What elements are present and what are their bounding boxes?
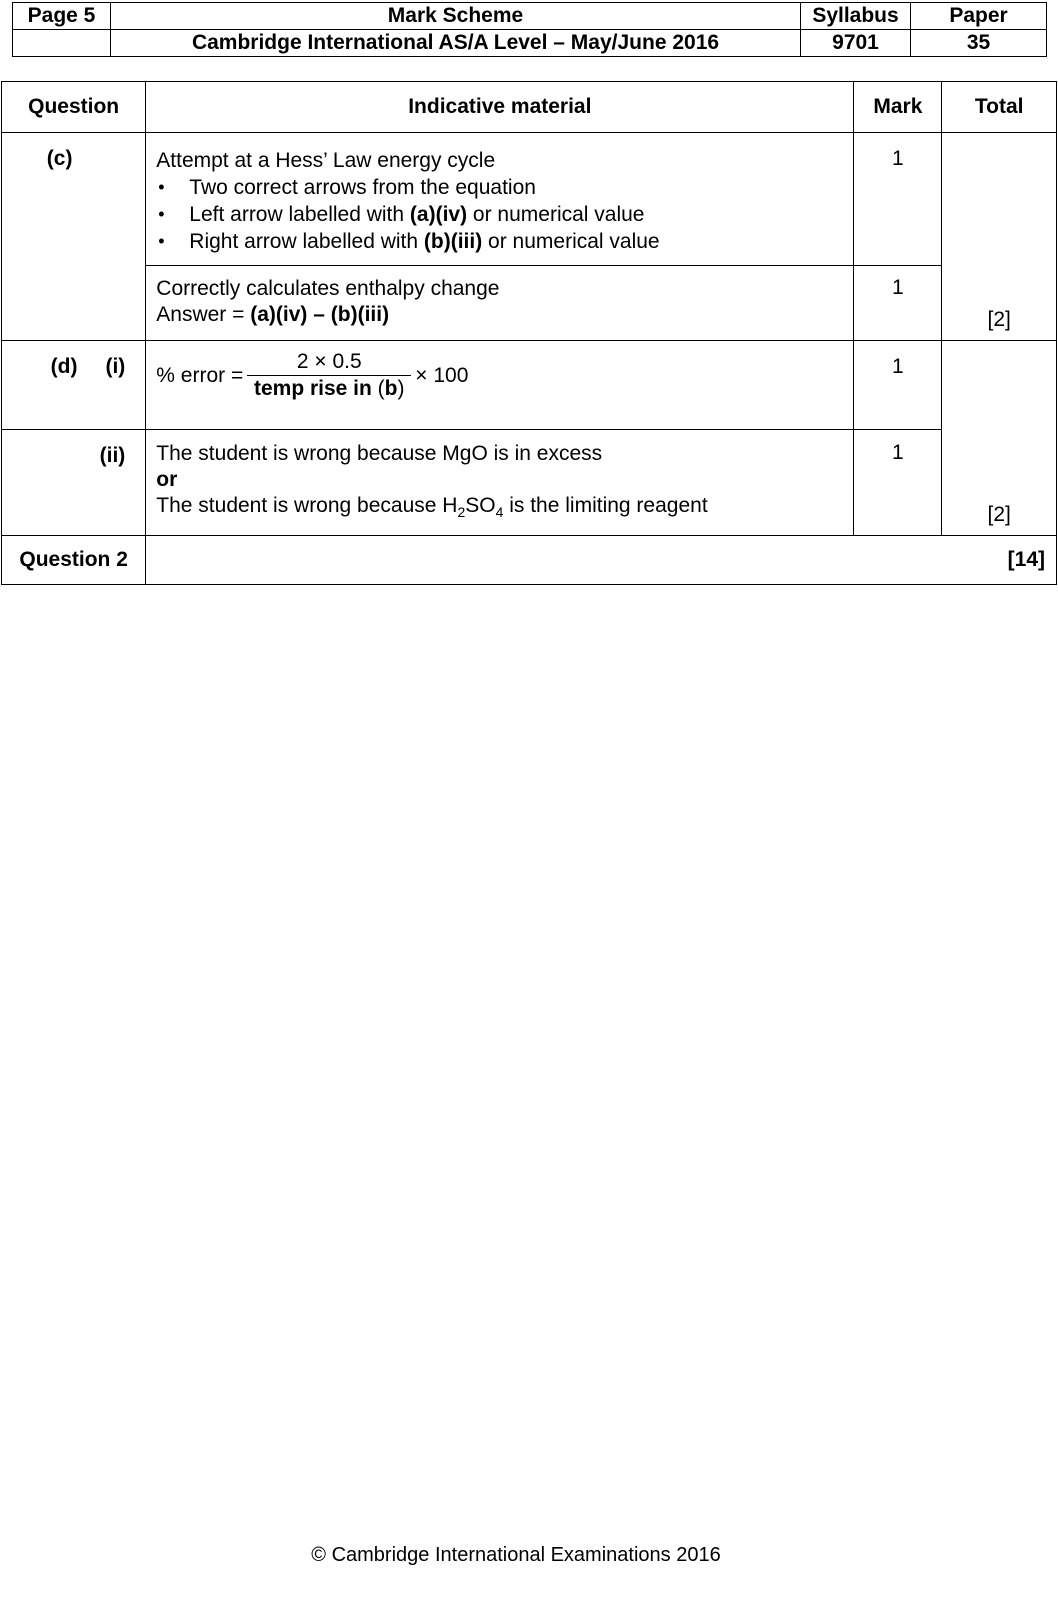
formula-fraction <box>247 351 411 402</box>
bullet-item: • Right arrow labelled with (b)(iii) or numerical value <box>156 228 843 255</box>
question-total-value: [14] <box>146 536 1057 585</box>
column-question: Question <box>2 82 146 133</box>
formula-suffix: × 100 <box>415 364 469 387</box>
column-mark: Mark <box>854 82 942 133</box>
question-c-total: [2] <box>942 133 1057 341</box>
row-d-i-material <box>146 341 854 430</box>
row-c-part1-mark: 1 <box>854 133 942 266</box>
row-c-part2-line1: Correctly calculates enthalpy change <box>156 277 500 300</box>
bullet-item: • Two correct arrows from the equation <box>156 174 843 201</box>
question-total-label: Question 2 <box>2 536 146 585</box>
formula-denominator: temp rise in (b) <box>253 376 405 400</box>
row-c-part2 <box>2 266 1057 341</box>
row-d-ii-material <box>146 430 854 536</box>
question-d-ii-label: (ii) <box>2 430 146 536</box>
column-material: Indicative material <box>146 82 854 133</box>
formula-numerator: 2 × 0.5 <box>247 351 411 376</box>
formula-prefix: % error = <box>156 364 244 387</box>
question-d-total: [2] <box>942 341 1057 536</box>
copyright-footer: © Cambridge International Examinations 2016 <box>311 1544 721 1566</box>
paper-value: 35 <box>911 30 1047 57</box>
page-number: Page 5 <box>13 3 111 30</box>
row-c-part2-mark: 1 <box>854 266 942 341</box>
row-d-i-mark: 1 <box>854 341 942 430</box>
row-c-part2-material <box>146 266 854 341</box>
header-row-2 <box>13 30 1047 57</box>
row-d-ii-mark: 1 <box>854 430 942 536</box>
header-blank <box>13 30 111 57</box>
row-c-part2-line2: Answer = (a)(iv) – (b)(iii) <box>156 303 390 326</box>
row-d-ii-line3: The student is wrong because $H_2SO_4$ is the limiting reagent <box>156 494 708 521</box>
question-total-row <box>2 536 1057 585</box>
question-d-label: (d) <box>50 355 78 378</box>
syllabus-label: Syllabus <box>801 3 911 30</box>
syllabus-value: 9701 <box>801 30 911 57</box>
paper-label: Paper <box>911 3 1047 30</box>
document-subtitle: Cambridge International AS/A Level – May/June 2016 <box>111 30 801 57</box>
header-table <box>12 2 1047 57</box>
row-c-intro: Attempt at a Hess’ Law energy cycle <box>156 149 496 172</box>
question-d-i-label <box>2 341 146 430</box>
row-c-part1-material <box>146 133 854 266</box>
row-d-i <box>2 341 1057 430</box>
question-d-i-sub: (i) <box>105 355 126 378</box>
mark-scheme-table <box>1 81 1057 585</box>
column-header-row <box>2 82 1057 133</box>
row-c-part1 <box>2 133 1057 266</box>
row-d-ii-or: or <box>156 468 178 491</box>
row-d-ii-line1: The student is wrong because MgO is in excess <box>156 442 603 465</box>
header-row-1 <box>13 3 1047 30</box>
row-c-bullets <box>156 174 843 255</box>
document-title: Mark Scheme <box>111 3 801 30</box>
bullet-item: • Left arrow labelled with (a)(iv) or numerical value <box>156 201 843 228</box>
column-total: Total <box>942 82 1057 133</box>
error-formula <box>156 351 843 401</box>
question-c-label: (c) <box>2 133 146 341</box>
row-d-ii <box>2 430 1057 536</box>
